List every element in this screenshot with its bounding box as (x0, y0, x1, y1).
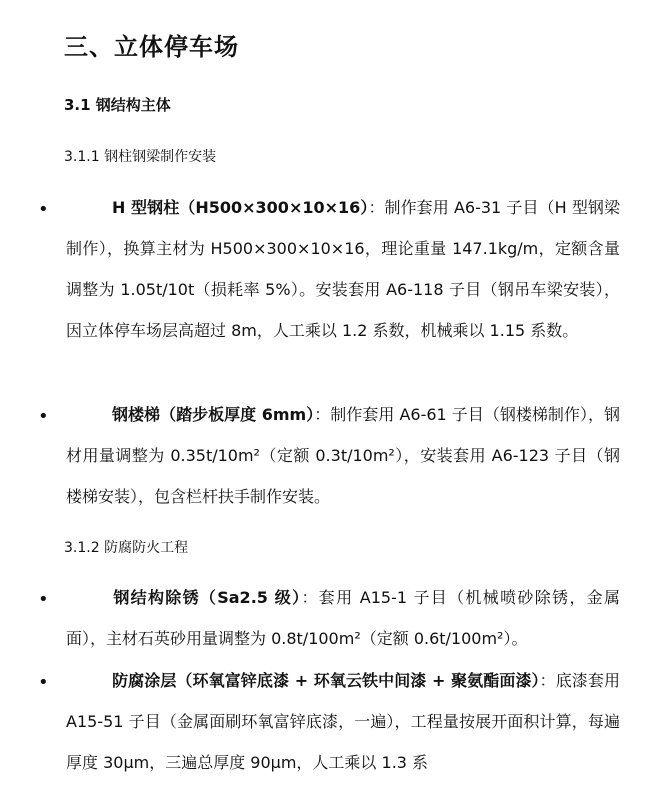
list-item-text: ：底漆套用 A15-51 子目（金属面刷环氧富锌底漆，一遍），工程量按展开面积计算，每遍厚度 30μm，三遍总厚度 90μm，人工乘以 1.3 系 (66, 671, 620, 772)
list-item-term: 防腐涂层（环氧富锌底漆 + 环氧云铁中间漆 + 聚氨酯面漆） (112, 671, 540, 690)
subsection-heading-anticorrosion-fireproof: 3.1.2 防腐防火工程 (64, 540, 189, 556)
list-item-rust-removal (66, 577, 620, 659)
bullet-marker: • (38, 199, 49, 220)
subsection-heading-steel-columns-beams: 3.1.1 钢柱钢梁制作安装 (64, 149, 217, 165)
list-item-term: H 型钢柱（H500×300×10×16） (112, 198, 369, 217)
chapter-heading: 三、立体停车场 (64, 33, 239, 61)
list-item-term: 钢楼梯（踏步板厚度 6mm） (112, 405, 315, 424)
list-item-anticorrosion-coating (66, 660, 620, 783)
bullet-marker: • (38, 589, 49, 610)
bullet-marker: • (38, 672, 49, 693)
list-item-text: ：套用 A15-1 子目（机械喷砂除锈，金属面），主材石英砂用量调整为 0.8t/100m²（定额 0.6t/100m²）。 (66, 588, 620, 648)
bullet-marker: • (38, 406, 49, 427)
list-item-text: ：制作套用 A6-61 子目（钢楼梯制作），钢材用量调整为 0.35t/10m²（定额 0.3t/10m²），安装套用 A6-123 子目（钢楼梯安装），包含栏杆扶手制作安装。 (66, 405, 620, 506)
list-item-steel-stair (66, 394, 620, 517)
section-heading: 3.1 钢结构主体 (64, 96, 171, 114)
list-item-text: ：制作套用 A6-31 子目（H 型钢梁制作），换算主材为 H500×300×10×16，理论重量 147.1kg/m，定额含量调整为 1.05t/10t（损耗率 5%）。安装套用 A6-118 子目（钢吊车梁安装），因立体停车场层高超过 8m，人工乘以 1.2 系数，机械乘以 1.15 系数。 (66, 198, 620, 340)
list-item-term: 钢结构除锈（Sa2.5 级） (112, 588, 302, 607)
list-item-h-steel-column (66, 187, 620, 351)
